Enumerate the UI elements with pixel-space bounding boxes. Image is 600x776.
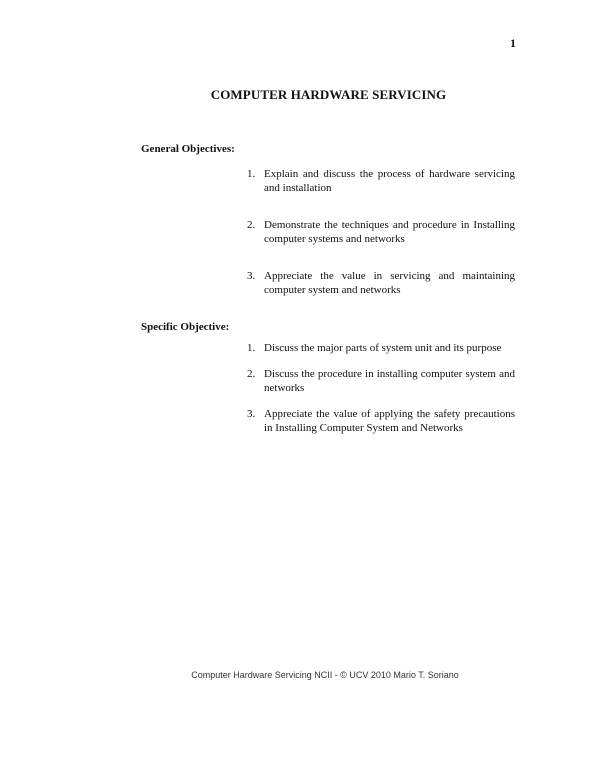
item-number: 3. <box>247 270 256 282</box>
list-item <box>247 218 515 246</box>
list-item <box>247 341 515 355</box>
list-item <box>247 167 515 195</box>
list-item <box>247 269 515 297</box>
page-footer: Computer Hardware Servicing NCII - © UCV 2010 Mario T. Soriano <box>191 670 459 680</box>
list-item <box>247 367 515 395</box>
general-objectives-heading: General Objectives: <box>141 143 235 155</box>
list-item <box>247 407 515 435</box>
item-text: Explain and discuss the process of hardware servicing and installation <box>264 168 515 194</box>
item-text: Appreciate the value of applying the safety precautions in Installing Computer System and Networks <box>264 408 515 434</box>
item-number: 3. <box>247 408 256 420</box>
specific-objectives-list <box>247 341 515 447</box>
page-number: 1 <box>510 36 516 50</box>
general-objectives-list <box>247 167 515 320</box>
page-title: COMPUTER HARDWARE SERVICING <box>210 87 447 102</box>
item-text: Discuss the procedure in installing computer system and networks <box>264 368 515 394</box>
item-number: 1. <box>247 342 256 354</box>
specific-objective-heading: Specific Objective: <box>141 321 230 333</box>
item-text: Demonstrate the techniques and procedure in Installing computer systems and networks <box>264 219 515 245</box>
item-text: Appreciate the value in servicing and maintaining computer system and networks <box>264 270 515 296</box>
item-number: 1. <box>247 168 256 180</box>
item-number: 2. <box>247 219 256 231</box>
item-text: Discuss the major parts of system unit and its purpose <box>264 342 502 354</box>
item-number: 2. <box>247 368 256 380</box>
